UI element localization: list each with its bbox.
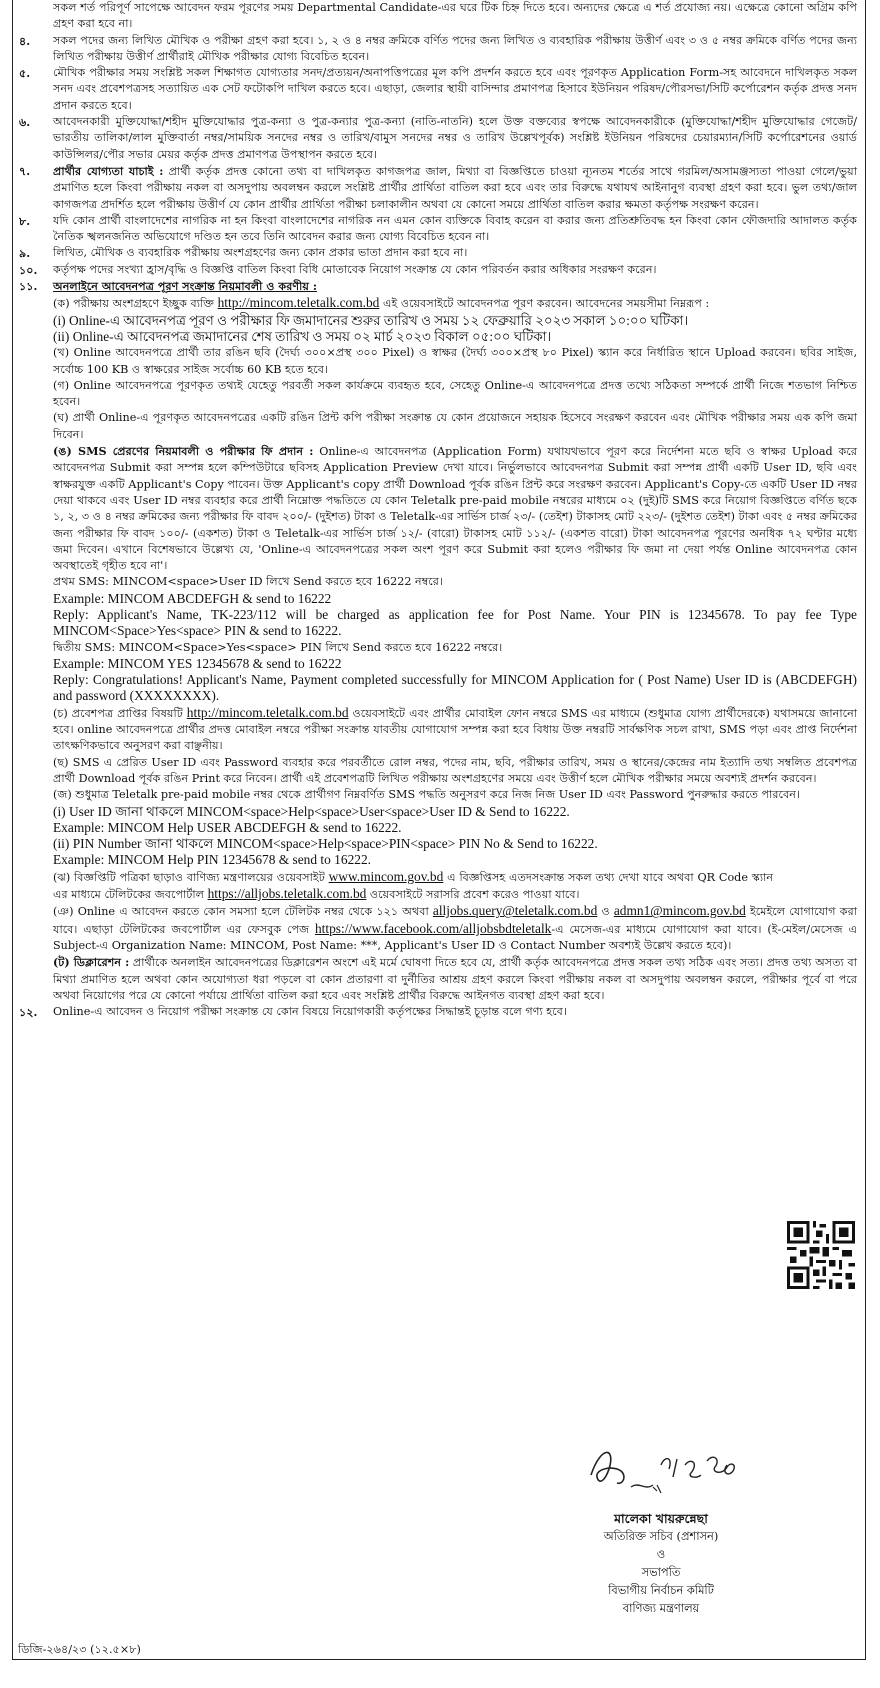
item-body: আবেদনকারী মুক্তিযোদ্ধা/শহীদ মুক্তিযোদ্ধার পুত্র-কন্যা ও পুত্র-কন্যার পুত্র-কন্যা (নাতি-নাতনি) হলে উক্ত বক্তব্যের স্বপক্ষে আবেদনকারীকে (মুক্তিযোদ্ধা/শহীদ মুক্তিযোদ্ধার গেজেট/ভারতীয় তালিকা/লাল মুক্তিবার্তা নম্বর/সাময়িক সনদের নম্বর ও তারিখ/বামুস সনদের নম্বর ও তারিখ উল্লেখপূর্বক) সংশ্লিষ্ট ইউনিয়ন পরিষদের চেয়ারম্যান/সিটি কর্পোরেশনের ওয়ার্ড কাউন্সিলর/পৌর সভার মেয়র কর্তৃক প্রদত্ত প্রমাণপত্র উপস্থাপন করতে হবে। [53, 115, 857, 161]
first-sms-instruction: প্রথম SMS: MINCOM<space>User ID লিখে Send করতে হবে 16222 নম্বরে। [53, 575, 443, 589]
admit-card-link[interactable]: http://mincom.teletalk.com.bd [186, 704, 349, 720]
section-11-number: ১১. [19, 279, 38, 294]
recover-user-id-example: Example: MINCOM Help USER ABCDEFGH & send to 16222. [53, 819, 402, 835]
second-sms-example: Example: MINCOM YES 12345678 & send to 16222 [53, 655, 342, 671]
item-number: ৫. [19, 66, 31, 81]
signatory-role: সভাপতি [641, 1565, 681, 1580]
facebook-page-link[interactable]: https://www.facebook.com/alljobsbdteletalk [314, 920, 552, 936]
clause-ga: (গ) Online আবেদনপত্রে পূরণকৃত তথ্যই যেহেতু পরবর্তী সকল কার্যক্রমে ব্যবহৃত হবে, সেহেতু Online-এ আবেদনপত্রে প্রদত্ত তথ্যে সঠিকতা সম্পর্কে প্রার্থী নিজে শতভাগ নিশ্চিত হবেন। [53, 378, 857, 409]
recover-user-id: (i) User ID জানা থাকলে MINCOM<space>Help<space>User<space>User ID & Send to 16222. [53, 803, 570, 819]
item-text [53, 213, 857, 246]
clause-cha: (চ) প্রবেশপত্র প্রাপ্তির বিষয়টি http://mincom.teletalk.com.bd ওয়েবসাইটে এবং প্রার্থীর মোবাইল ফোন নম্বরে SMS এর মাধ্যমে (শুধুমাত্র যোগ্য প্রার্থীদেরকে) যথাসময়ে জানানো হবে। online আবেদনপত্রে প্রার্থীর প্রদত্ত মোবাইল নম্বরে পরীক্ষা সংক্রান্ত যাবতীয় যোগাযোগ সম্পন্ন করা হবে বিধায় উক্ত নম্বরটি সার্বক্ষণিক সচল রাখা, SMS পড়া এবং প্রাপ্ত নির্দেশনা তাৎক্ষণিকভাবে অনুসরণ করা বাঞ্ছনীয়। [53, 704, 857, 753]
footer-code: ডিজি-২৬৪/২৩ (১২.৫×৮) [18, 1643, 141, 1656]
recover-pin-example: Example: MINCOM Help PIN 12345678 & send to 16222. [53, 852, 372, 868]
clause-ka-ii: (ii) Online-এ আবেদনপত্র জমাদানের শেষ তারিখ ও সময় ০২ মার্চ ২০২৩ বিকাল ০৫:০০ ঘটিকা। [53, 328, 552, 344]
item-body: কর্তৃপক্ষ পদের সংখ্যা হ্রাস/বৃদ্ধি ও বিজ্ঞপ্তি বাতিল কিংবা বিধি মোতাবেক নিয়োগ সংক্রান্ত যে কোন পরিবর্তন করার অধিকার সংরক্ষণ করেন। [53, 262, 657, 276]
signature-block [521, 1435, 801, 1617]
signatory-name: মালেকা খায়রুন্নেছা [614, 1511, 708, 1526]
section-11 [19, 278, 857, 295]
item-body: যদি কোন প্রার্থী বাংলাদেশের নাগরিক না হন কিংবা বাংলাদেশের নাগরিক নন এমন কোন ব্যক্তিকে বিবাহ করেন বা করার জন্য প্রতিশ্রুতিবদ্ধ হন কিংবা কোন ফৌজদারি আদালত কর্তৃক নৈতিক স্খলনজনিত অভিযোগে দণ্ডিত হন তবে তিনি আবেদন করার জন্য যোগ্য বিবেচিত হবেন না। [53, 213, 857, 244]
mincom-website-link[interactable]: www.mincom.gov.bd [328, 868, 444, 884]
item-text [53, 114, 857, 163]
notice-item [19, 213, 857, 246]
item-number: ৭. [19, 163, 31, 178]
notice-item [19, 262, 857, 278]
notice-item [19, 114, 857, 163]
item-body: প্রার্থী কর্তৃক প্রদত্ত কোনো তথ্য বা দাখিলকৃত কাগজপত্র জাল, মিথ্যা বা বিজ্ঞপ্তিতে চাওয়া ন্যূনতম শর্তের সাথে গরমিল/অসামঞ্জস্যতা পাওয়া গেলে/ভুয়া প্রমাণিত হলে কিংবা পরীক্ষায় নকল বা অসদুপায় অবলম্বন করলে সংশ্লিষ্ট প্রার্থীর প্রার্থিতা বাতিল করা হবে এবং তার বিরুদ্ধে যথাযথ আইনানুগ ব্যবস্থা গ্রহণ করা হবে। ভুল তথ্য/জাল কাগজপত্র প্রদর্শিত হলে পরীক্ষায় উত্তীর্ণ যে কোন প্রার্থীর প্রার্থিতা পরীক্ষা চলাকালীন অথবা যে কোনো সময়ে প্রার্থিতা বাতিল করার ক্ষমতা কর্তৃপক্ষ সংরক্ষণ করেন। [53, 164, 857, 211]
second-sms-reply: Reply: Congratulations! Applicant's Name, Payment completed successfully for MINCOM Application for ( Post Name) User ID is (ABCDEFGH) and password (XXXXXXXX). [53, 672, 857, 704]
clause-ja: (জ) শুধুমাত্র Teletalk pre-paid mobile নম্বর থেকে প্রার্থীগণ নিম্নবর্ণিত SMS পদ্ধতি অনুসরণ করে নিজ নিজ User ID এবং Password পুনরুদ্ধার করতে পারবেন। [53, 788, 800, 802]
clause-uma: (ঙ) SMS প্রেরণের নিয়মাবলী ও পরীক্ষার ফি প্রদান : Online-এ আবেদনপত্র (Application Form) যথাযথভাবে পূরণ করে নির্দেশনা মতে ছবি ও স্বাক্ষর Upload করে আবেদনপত্র Submit করা সম্পন্ন হলে কম্পিউটারে ছবিসহ Application Preview দেখা যাবে। নির্ভুলভাবে আবেদনপত্র Submit করা সম্পন্ন প্রার্থী একটি User ID, ছবি এবং স্বাক্ষরযুক্ত একটি Applicant's Copy পাবেন। উক্ত Applicant's copy প্রার্থী Download পূর্বক রঙিন প্রিন্ট করে সংরক্ষণ করবেন। Applicant's Copy-তে একটি User ID নম্বর দেয়া থাকবে এবং User ID নম্বর ব্যবহার করে প্রার্থী নিম্নোক্ত পদ্ধতিতে যে কোন Teletalk pre-paid mobile নম্বরের মাধ্যমে ০২ (দুই)টি SMS করে নিয়োগ বিজ্ঞপ্তিতে বর্ণিত ছকে ১, ২, ৩ ও ৪ নম্বর ক্রমিকের জন্য পরীক্ষার ফি বাবদ ২০০/- (দুইশত) টাকা ও Teletalk-এর সার্ভিস চার্জ ২৩/- (তেইশ) টাকাসহ মোট ২২৩/- (দুইশত তেইশ) টাকা এবং ৫ নম্বর ক্রমিকের জন্য পরীক্ষার ফি বাবদ ১০০/- (একশত) টাকা ও Teletalk-এর সার্ভিস চার্জ ১২/- (বারো) টাকাসহ মোট ১১২/- (একশত বারো) টাকা আবেদনপত্র পূরণের অনধিক ৭২ ঘণ্টার মধ্যে জমা দিবেন। এখানে বিশেষভাবে উল্লেখ্য যে, 'Online-এ আবেদনপত্রের সকল অংশ পূরণ করে Submit করা হলেও পরীক্ষার ফি জমা না দেয়া পর্যন্ত Online আবেদনপত্র কোন অবস্থাতেই গৃহীত হবে না'। [53, 444, 857, 573]
section-12: ১২. Online-এ আবেদন ও নিয়োগ পরীক্ষা সংক্রান্ত যে কোন বিষয়ে নিয়োগকারী কর্তৃপক্ষের সিদ্ধান্তই চূড়ান্ত বলে গণ্য হবে। [19, 1005, 567, 1020]
item-number: ১০. [19, 262, 38, 277]
clause-ka: (ক) পরীক্ষায় অংশগ্রহণে ইচ্ছুক ব্যক্তি http://mincom.teletalk.com.bd এই ওয়েবসাইটে আবেদনপত্র পূরণ করবেন। আবেদনের সময়সীমা নিম্নরূপ : [53, 295, 710, 311]
item-body: মৌখিক পরীক্ষার সময় সংশ্লিষ্ট সকল শিক্ষাগত যোগ্যতার সনদ/প্রত্যয়ন/অনাপত্তিপত্রের মূল কপি প্রদর্শন করতে হবে এবং পূরণকৃত Application Form-সহ আবেদনে দাখিলকৃত সকল সনদ এবং প্রবেশপত্রসহ সত্যায়িত এক সেট ফটোকপি দাখিল করতে হবে। এছাড়া, জেলার স্থায়ী বাসিন্দার প্রমাণপত্র হিসাবে ইউনিয়ন পরিষদ/পৌরসভা/সিটি কর্পোরেশন কর্তৃক প্রদত্ত সনদ প্রদান করতে হবে। [53, 66, 857, 112]
signatory-committee: বিভাগীয় নির্বাচন কমিটি [608, 1583, 714, 1598]
item-lead: প্রার্থীর যোগ্যতা যাচাই : [53, 163, 164, 178]
query-email-link[interactable]: alljobs.query@teletalk.com.bd [432, 903, 598, 919]
item-text [53, 163, 857, 213]
section-11-heading: অনলাইনে আবেদনপত্র পূরণ সংক্রান্ত নিয়মাবলী ও করণীয় : [53, 279, 317, 294]
item-text [53, 65, 857, 114]
qr-code-icon[interactable] [787, 1221, 855, 1289]
item-text [53, 262, 857, 278]
clause-kha: (খ) Online আবেদনপত্রে প্রার্থী তার রঙিন ছবি (দৈর্ঘ্য ৩০০×প্রস্থ ৩০০ Pixel) ও স্বাক্ষর (দৈর্ঘ্য ৩০০×প্রস্থ ৮০ Pixel) স্ক্যান করে নির্ধারিত স্থানে Upload করবেন। ছবির সাইজ, সর্বোচ্চ 100 KB ও স্বাক্ষরের সাইজ সর্বোচ্চ 60 KB হতে হবে। [53, 346, 857, 376]
notice-item [19, 163, 857, 213]
clause-gha: (ঘ) প্রার্থী Online-এ পূরণকৃত আবেদনপত্রের একটি রঙিন প্রিন্ট কপি পরীক্ষা সংক্রান্ত যে কোন প্রয়োজনে সহায়ক হিসেবে সংরক্ষণ করবেন এবং মৌখিক পরীক্ষার সময় এক কপি জমা দিবেন। [53, 411, 857, 441]
signatory-ministry: বাণিজ্য মন্ত্রণালয় [622, 1601, 700, 1616]
clause-chha: (ছ) SMS এ প্রেরিত User ID এবং Password ব্যবহার করে পরবর্তীতে রোল নম্বর, পদের নাম, ছবি, পরীক্ষার তারিখ, সময় ও স্থানের/কেন্দ্রের নাম ইত্যাদি তথ্য সম্বলিত প্রবেশপত্র প্রার্থী Download পূর্বক রঙিন Print করে নিবেন। প্রার্থী এই প্রবেশপত্রটি লিখিত পরীক্ষায় অংশগ্রহণের সময়ে এবং উত্তীর্ণ হলে মৌখিক পরীক্ষার সময়ে অবশ্যই প্রদর্শন করবেন। [53, 755, 857, 785]
item-number: ৪. [19, 33, 31, 48]
clause-ka-i: (i) Online-এ আবেদনপত্র পূরণ ও পরীক্ষার ফি জমাদানের শুরুর তারিখ ও সময় ১২ ফেব্রুয়ারি ২০২৩ সকাল ১০:০০ ঘটিকা। [53, 312, 689, 328]
notice-frame [12, 0, 866, 1660]
item-body: সকল পদের জন্য লিখিত মৌখিক ও পরীক্ষা গ্রহণ করা হবে। ১, ২ ও ৪ নম্বর ক্রমিকে বর্ণিত পদের জন্য লিখিত ও ব্যবহারিক পরীক্ষায় উত্তীর্ণ এবং ৩ ও ৫ নম্বর ক্রমিকে বর্ণিত পদের জন্য লিখিত পরীক্ষায় উত্তীর্ণ প্রার্থীরাই মৌখিক পরীক্ষার যোগ্য বিবেচিত হবেন। [53, 33, 857, 63]
signatory-conjunction: ও [656, 1547, 666, 1562]
alljobs-link[interactable]: https://alljobs.teletalk.com.bd [207, 886, 367, 902]
first-sms-example: Example: MINCOM ABCDEFGH & send to 16222 [53, 590, 332, 606]
item-number: ৮. [19, 213, 31, 228]
notice-items [19, 0, 857, 278]
item-number: ৯. [19, 246, 31, 261]
first-sms-reply: Reply: Applicant's Name, TK-223/112 will be charged as application fee for Post Name. Your PIN is 12345678. To pay fee Type MINCOM<Space>Yes<space> PIN & send to 16222. [53, 606, 857, 639]
handwritten-signature-icon [521, 1435, 801, 1507]
mincom-teletalk-link[interactable]: http://mincom.teletalk.com.bd [217, 295, 380, 311]
signatory-title: অতিরিক্ত সচিব (প্রশাসন) [603, 1529, 719, 1544]
notice-item [19, 65, 857, 114]
second-sms-instruction: দ্বিতীয় SMS: MINCOM<Space>Yes<space> PIN লিখে Send করতে হবে 16222 নম্বরে। [53, 640, 503, 654]
recover-pin: (ii) PIN Number জানা থাকলে MINCOM<space>Help<space>PIN<space> PIN No & Send to 16222. [53, 836, 598, 852]
item-body: লিখিত, মৌখিক ও ব্যবহারিক পরীক্ষায় অংশগ্রহণের জন্য কোন প্রকার ভাতা প্রদান করা হবে না। [53, 246, 468, 260]
admin-email-link[interactable]: admn1@mincom.gov.bd [613, 903, 746, 919]
clause-ta: (ট) ডিক্লারেশন : প্রার্থীকে অনলাইন আবেদনপত্রের ডিক্লারেশন অংশে এই মর্মে ঘোষণা দিতে হবে যে, প্রার্থী কর্তৃক আবেদনপত্রে প্রদত্ত সকল তথ্য সঠিক এবং সত্য। প্রদত্ত তথ্য অসত্য বা মিথ্যা প্রমাণিত হলে অথবা কোন অযোগ্যতা ধরা পড়লে বা কোন প্রতারণা বা দুর্নীতির আশ্রয় গ্রহণ করলে কিংবা পরীক্ষায় নকল বা অসদুপায় অবলম্বন করলে, পরীক্ষার পূর্বে বা পরে অথবা নিয়োগের পরে যে কোনো পর্যায়ে প্রার্থিতা বাতিল করা হবে এবং সংশ্লিষ্ট প্রার্থীর বিরুদ্ধে আইনগত ব্যবস্থা গ্রহণ করা হবে। [53, 955, 857, 1002]
notice-item [19, 245, 857, 261]
item-number: ৬. [19, 115, 31, 130]
item-text [53, 0, 857, 33]
clause-jha: (ঝ) বিজ্ঞপ্তিটি পত্রিকা ছাড়াও বাণিজ্য মন্ত্রণালয়ের ওয়েবসাইট www.mincom.gov.bd এ বিজ্ঞপ্তিসহ এতদসংক্রান্ত সকল তথ্য দেখা যাবে অথবা QR Code স্ক্যান এর মাধ্যমে টেলিটকের জবপোর্টাল https://alljobs.teletalk.com.bd ওয়েবসাইটে সরাসরি প্রবেশ করেও পাওয়া যাবে। [53, 868, 773, 902]
item-number [19, 0, 53, 33]
notice-item [19, 33, 857, 66]
clause-nya: (ঞ) Online এ আবেদন করতে কোন সমস্যা হলে টেলিটক নম্বর থেকে ১২১ অথবা alljobs.query@teletalk.com.bd ও admn1@mincom.gov.bd ইমেইলে যোগাযোগ করা যাবে। এছাড়া টেলিটকের জবপোর্টাল এর ফেসবুক পেজ https://www.facebook.com/alljobsbdteletalk-এ মেসেজ-এর মাধ্যমে যোগাযোগ করা যাবে। (ই-মেইল/মেসেজ এ Subject-এ Organization Name: MINCOM, Post Name: ***, Applicant's User ID ও Contact Number অবশ্যই উল্লেখ করতে হবে)। [53, 903, 857, 952]
item-text [53, 245, 857, 261]
item-text [53, 33, 857, 66]
item-body: সকল শর্ত পরিপূর্ণ সাপেক্ষে আবেদন ফরম পূরণের সময় Departmental Candidate-এর ঘরে টিক চিহ্ন দিতে হবে। অন্যদের ক্ষেত্রে এ শর্ত প্রযোজ্য নয়। এক্ষেত্রে কোনো অগ্রিম কপি গ্রহণ করা হবে না। [53, 1, 857, 31]
notice-item [19, 0, 857, 33]
